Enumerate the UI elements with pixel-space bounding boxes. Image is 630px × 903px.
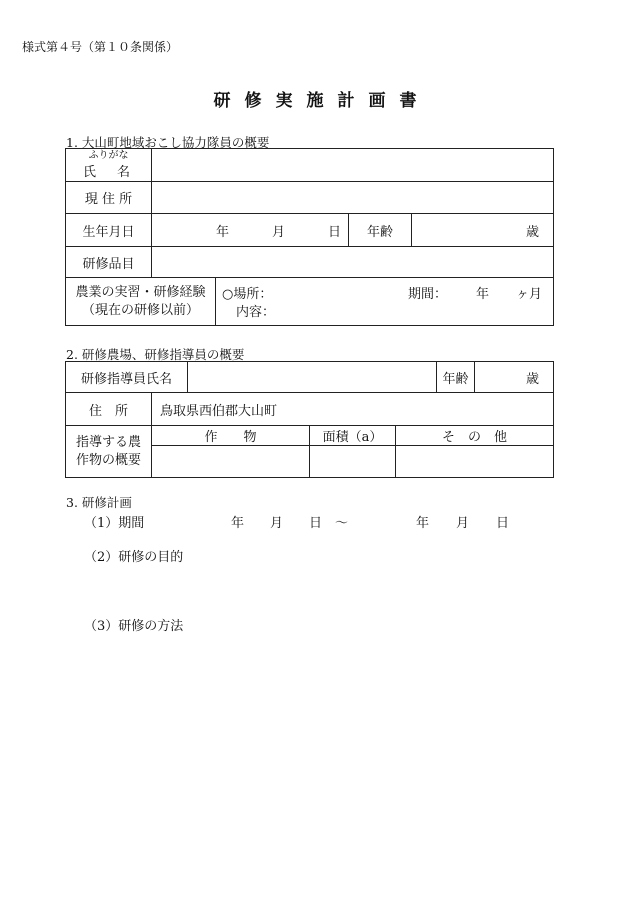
address-label: 現 住 所 xyxy=(66,182,152,214)
farm-overview-table xyxy=(65,361,554,478)
plan-tilde: ～ xyxy=(335,516,349,531)
name-label-cell xyxy=(66,149,152,182)
address-field[interactable] xyxy=(152,182,554,214)
document-title: 研修実施計画書 xyxy=(213,91,431,111)
birth-field[interactable] xyxy=(152,214,349,247)
plan-start-year: 年 xyxy=(231,516,245,531)
plan-start-month: 月 xyxy=(270,516,284,531)
instructor-age-field[interactable] xyxy=(475,362,554,393)
instructor-age-label: 年齢 xyxy=(437,362,475,393)
instructor-age-unit: 歳 xyxy=(526,371,540,387)
farm-address-label: 住 所 xyxy=(66,393,152,426)
place-label: ○場所： xyxy=(222,286,273,302)
birth-month-unit: 月 xyxy=(272,225,286,240)
section-2-heading: 2. 研修農場、研修指導員の概要 xyxy=(66,347,245,362)
member-overview-table xyxy=(65,148,554,326)
instructor-name-label: 研修指導員氏名 xyxy=(66,362,188,393)
plan-end-day: 日 xyxy=(496,516,510,531)
plan-end-year: 年 xyxy=(416,516,430,531)
crop-label-2: 作物の概要 xyxy=(75,452,141,468)
age-unit: 歳 xyxy=(525,224,539,240)
col-other-header: そ の 他 xyxy=(396,426,554,446)
plan-end-month: 月 xyxy=(456,516,470,531)
item-field[interactable] xyxy=(152,247,554,278)
experience-label-1: 農業の実習・研修経験 xyxy=(75,284,206,300)
plan-method-label: （3）研修の方法 xyxy=(84,619,184,634)
plan-start-day: 日 xyxy=(309,516,323,531)
age-label: 年齢 xyxy=(349,214,412,247)
period-label: 期間： xyxy=(408,286,448,302)
experience-label-cell xyxy=(66,278,216,326)
plan-purpose-label: （2）研修の目的 xyxy=(84,550,184,565)
plan-period-label: （1）期間 xyxy=(84,516,145,531)
crop-overview-label xyxy=(66,426,152,478)
experience-field[interactable] xyxy=(216,278,554,326)
section-1-heading: 1. 大山町地域おこし協力隊員の概要 xyxy=(66,135,270,150)
area-field[interactable] xyxy=(310,446,396,478)
instructor-name-field[interactable] xyxy=(188,362,437,393)
farm-address-field[interactable] xyxy=(152,393,554,426)
furigana-label: ふりがな xyxy=(88,150,129,161)
section-3-heading: 3. 研修計画 xyxy=(66,495,132,510)
experience-label-2: （現在の研修以前） xyxy=(81,302,199,318)
form-number: 様式第４号（第１０条関係） xyxy=(22,40,179,54)
birth-label: 生年月日 xyxy=(66,214,152,247)
other-field[interactable] xyxy=(396,446,554,478)
name-label: 氏 名 xyxy=(82,165,134,180)
birth-day-unit: 日 xyxy=(328,225,342,240)
farm-address-value: 鳥取県西伯郡大山町 xyxy=(160,403,278,419)
period-year-unit: 年 xyxy=(476,286,490,302)
col-area-header: 面積（a） xyxy=(310,426,396,446)
col-crop-header: 作 物 xyxy=(152,426,310,446)
content-label: 内容： xyxy=(236,304,276,320)
crop-label-1: 指導する農 xyxy=(75,434,141,450)
age-field[interactable] xyxy=(412,214,554,247)
crop-field[interactable] xyxy=(152,446,310,478)
period-months-unit: ヶ月 xyxy=(516,286,543,302)
birth-year-unit: 年 xyxy=(216,225,230,240)
item-label: 研修品目 xyxy=(66,247,152,278)
name-field[interactable] xyxy=(152,149,554,182)
